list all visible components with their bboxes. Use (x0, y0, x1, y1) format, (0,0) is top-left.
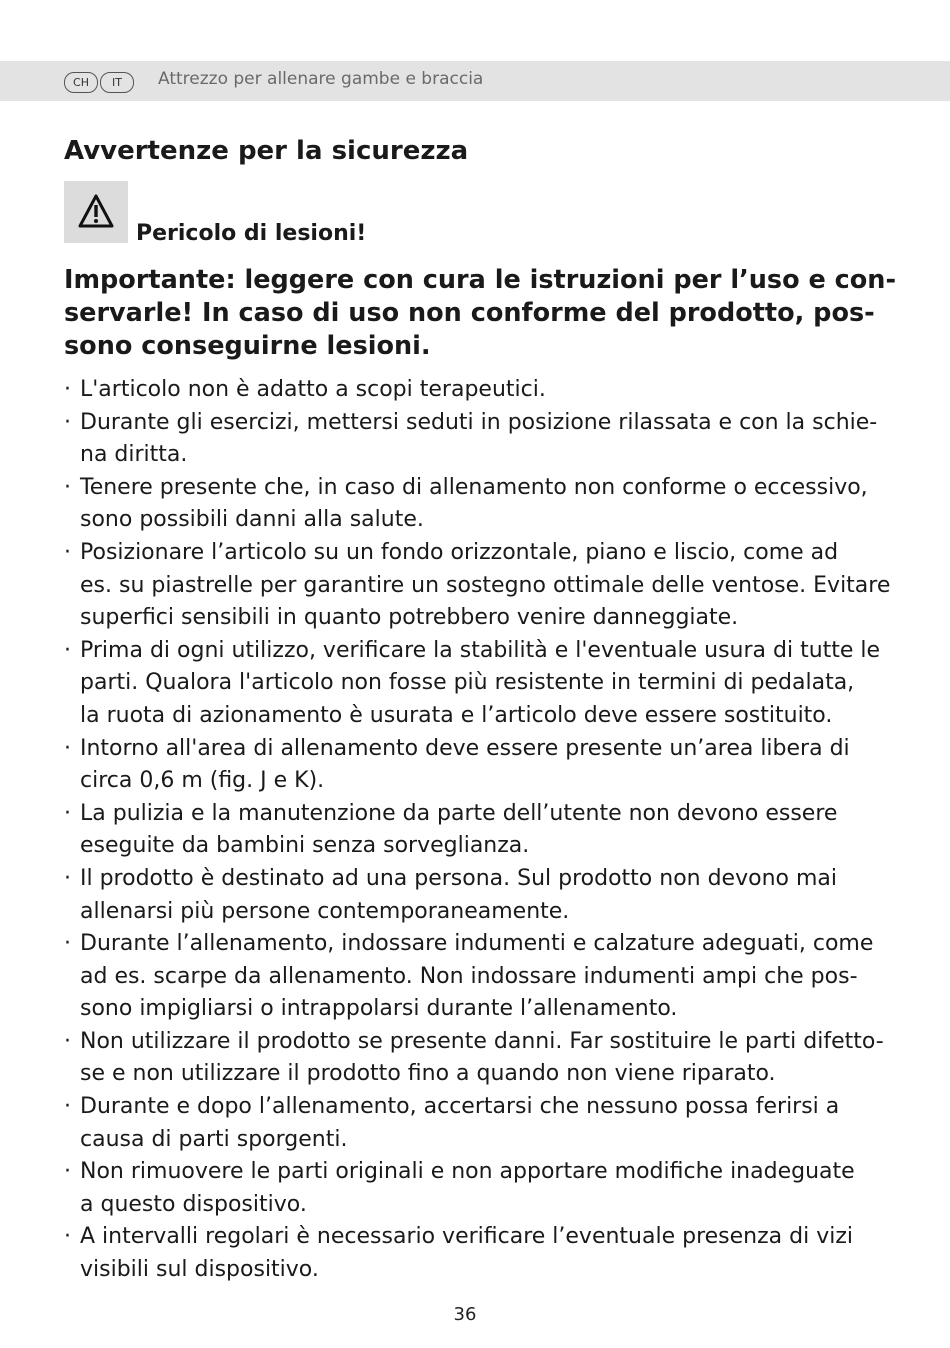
bullet-line: · A intervalli regolari è necessario verificare l’eventuale presenza di vizi (80, 1224, 854, 1250)
safety-bullet-item (64, 1156, 894, 1221)
header-title: Attrezzo per allenare gambe e braccia (158, 69, 484, 89)
bullet-line: · Non utilizzare il prodotto se presente danni. Far sostituire le parti difetto- (80, 1028, 884, 1054)
bullet-line: sono possibili danni alla salute. (80, 507, 424, 533)
bullet-line: · Durante l’allenamento, indossare indumenti e calzature adeguati, come (80, 931, 874, 957)
bullet-line: eseguite da bambini senza sorveglianza. (80, 833, 530, 859)
language-badge-it: IT (100, 72, 134, 93)
bullet-line: a questo dispositivo. (80, 1191, 307, 1217)
section-title: Avvertenze per la sicurezza (64, 136, 469, 166)
page-number: 36 (453, 1304, 477, 1325)
warning-icon-box (64, 181, 128, 243)
safety-bullet-item (64, 1221, 894, 1286)
warning-triangle-icon (77, 193, 115, 229)
safety-bullet-item (64, 1091, 894, 1156)
safety-bullet-item (64, 863, 894, 928)
bullet-line: se e non utilizzare il prodotto fino a quando non viene riparato. (80, 1061, 776, 1087)
bullet-line: · Posizionare l’articolo su un fondo orizzontale, piano e liscio, come ad (80, 539, 839, 565)
safety-bullet-item (64, 798, 894, 863)
bullet-line: la ruota di azionamento è usurata e l’articolo deve essere sostituito. (80, 702, 833, 728)
bullet-line: na diritta. (80, 442, 188, 468)
bullet-line: ad es. scarpe da allenamento. Non indossare indumenti ampi che pos- (80, 963, 858, 989)
bullet-line: sono impigliarsi o intrappolarsi durante l’allenamento. (80, 996, 678, 1022)
safety-bullet-item (64, 374, 894, 407)
bullet-line: · Non rimuovere le parti originali e non apportare modifiche inadeguate (80, 1159, 855, 1185)
important-notice (64, 264, 897, 363)
bullet-line: es. su piastrelle per garantire un sostegno ottimale delle ventose. Evitare (80, 572, 891, 598)
safety-bullet-list (64, 374, 894, 1287)
bullet-line: allenarsi più persone contemporaneamente. (80, 898, 570, 924)
bullet-line: · Prima di ogni utilizzo, verificare la stabilità e l'eventuale usura di tutte le (80, 637, 881, 663)
bullet-line: · La pulizia e la manutenzione da parte dell’utente non devono essere (80, 800, 838, 826)
country-badge-ch: CH (64, 72, 98, 93)
safety-bullet-item (64, 407, 894, 472)
bullet-line: causa di parti sporgenti. (80, 1126, 348, 1152)
bullet-line: · Durante gli esercizi, mettersi seduti in posizione rilassata e con la schie- (80, 409, 878, 435)
bullet-line: · Durante e dopo l’allenamento, accertarsi che nessuno possa ferirsi a (80, 1094, 840, 1120)
safety-bullet-item (64, 1026, 894, 1091)
safety-bullet-item (64, 472, 894, 537)
bullet-line: · Il prodotto è destinato ad una persona. Sul prodotto non devono mai (80, 865, 837, 891)
danger-label: Pericolo di lesioni! (136, 221, 367, 246)
bullet-line: superfici sensibili in quanto potrebbero venire danneggiate. (80, 605, 739, 631)
bullet-line: parti. Qualora l'articolo non fosse più resistente in termini di pedalata, (80, 670, 855, 696)
important-line: Importante: leggere con cura le istruzioni per l’uso e con- (64, 265, 897, 295)
bullet-line: visibili sul dispositivo. (80, 1257, 319, 1283)
safety-bullet-item (64, 928, 894, 1026)
bullet-line: · Intorno all'area di allenamento deve essere presente un’area libera di (80, 735, 850, 761)
bullet-line: · L'articolo non è adatto a scopi terapeutici. (80, 377, 546, 402)
safety-bullet-item (64, 537, 894, 635)
safety-bullet-item (64, 733, 894, 798)
important-line: servarle! In caso di uso non conforme del prodotto, pos- (64, 298, 875, 328)
bullet-line: · Tenere presente che, in caso di allenamento non conforme o eccessivo, (80, 474, 868, 500)
important-line: sono conseguirne lesioni. (64, 331, 431, 361)
safety-bullet-item (64, 635, 894, 733)
bullet-line: circa 0,6 m (fig. J e K). (80, 768, 325, 794)
